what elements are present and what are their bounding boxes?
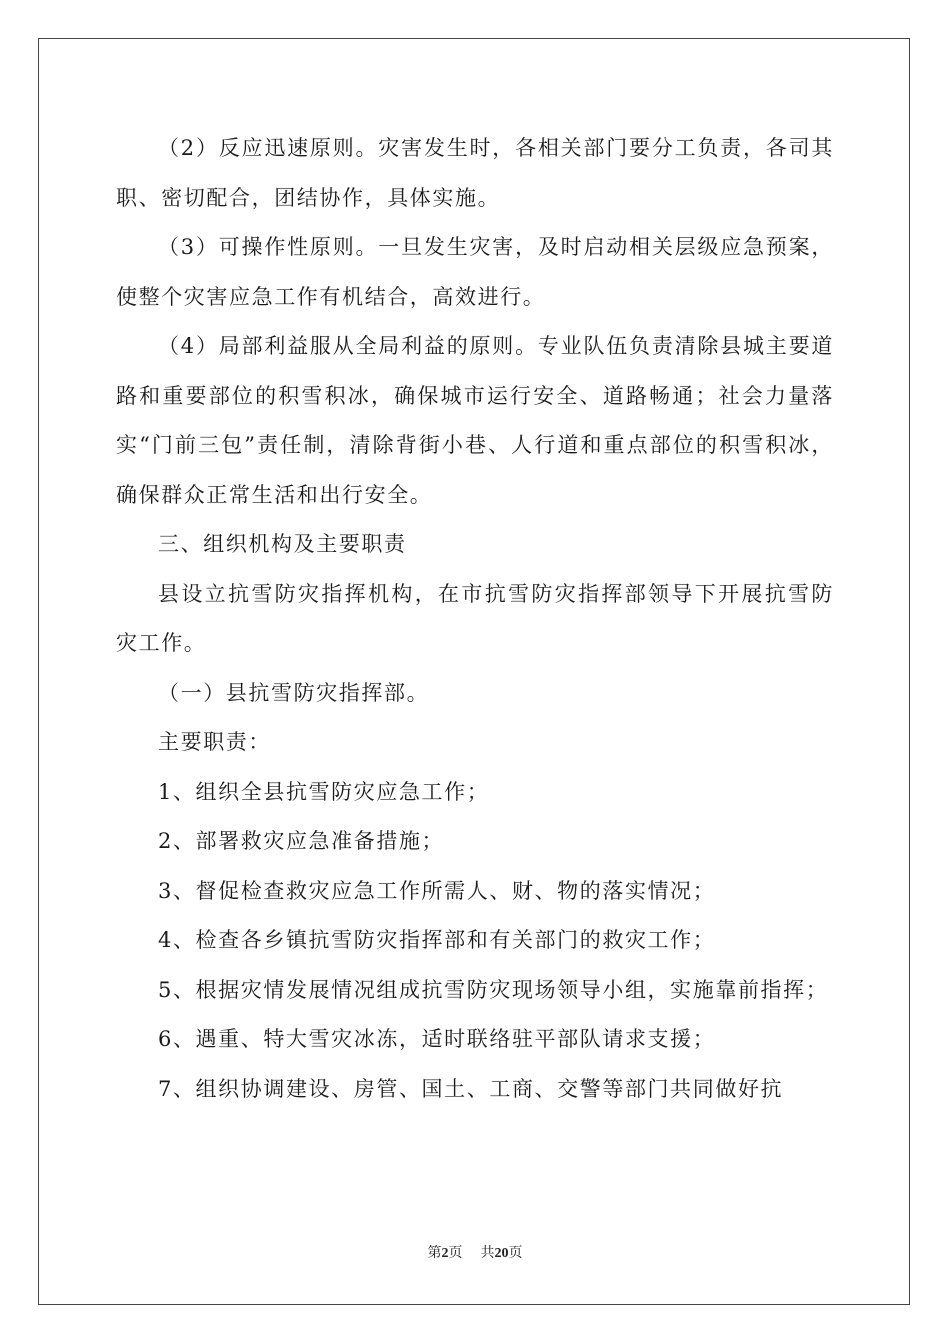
list-item-duty-3: 3、督促检查救灾应急工作所需人、财、物的落实情况； bbox=[158, 878, 716, 903]
page-total-number: 20 bbox=[494, 1246, 509, 1261]
paragraph-principle-3: （3）可操作性原则。一旦发生灾害，及时启动相关层级应急预案，使整个灾害应急工作有机结合，高效进行。 bbox=[116, 235, 834, 309]
page-unit: 页 bbox=[448, 1245, 463, 1261]
paragraph-command-setup: 县设立抗雪防灾指挥机构，在市抗雪防灾指挥部领导下开展抗雪防灾工作。 bbox=[116, 581, 834, 655]
label-main-duties: 主要职责： bbox=[158, 730, 271, 754]
list-item-duty-5: 5、根据灾情发展情况组成抗雪防灾现场领导小组，实施靠前指挥； bbox=[158, 977, 829, 1002]
total-prefix: 共 bbox=[480, 1245, 495, 1261]
total-unit: 页 bbox=[508, 1245, 523, 1261]
list-item-duty-7: 7、组织协调建设、房管、国土、工商、交警等部门共同做好抗 bbox=[158, 1076, 784, 1101]
section-heading-organization: 三、组织机构及主要职责 bbox=[158, 532, 407, 556]
list-item-duty-2: 2、部署救灾应急准备措施； bbox=[158, 829, 445, 853]
list-item-duty-1: 1、组织全县抗雪防灾应急工作； bbox=[158, 779, 490, 804]
subsection-heading-county-command: （一）县抗雪防灾指挥部。 bbox=[158, 680, 430, 705]
document-body bbox=[116, 124, 834, 1114]
paragraph-principle-4: （4）局部利益服从全局利益的原则。专业队伍负责清除县城主要道路和重要部位的积雪积冰，确保城市运行安全、道路畅通；社会力量落实“门前三包”责任制，清除背街小巷、人行道和重点部位的积雪积冰，确保群众正常生活和出行安全。 bbox=[116, 334, 834, 507]
list-item-duty-6: 6、遇重、特大雪灾冰冻，适时联络驻平部队请求支援； bbox=[158, 1027, 716, 1051]
list-item-duty-4: 4、检查各乡镇抗雪防灾指挥部和有关部门的救灾工作； bbox=[158, 928, 716, 952]
page-prefix: 第 bbox=[427, 1245, 442, 1261]
page-footer bbox=[0, 1244, 950, 1263]
page-current-number: 2 bbox=[441, 1246, 449, 1261]
paragraph-principle-2: （2）反应迅速原则。灾害发生时，各相关部门要分工负责，各司其职、密切配合，团结协作，具体实施。 bbox=[116, 136, 834, 210]
